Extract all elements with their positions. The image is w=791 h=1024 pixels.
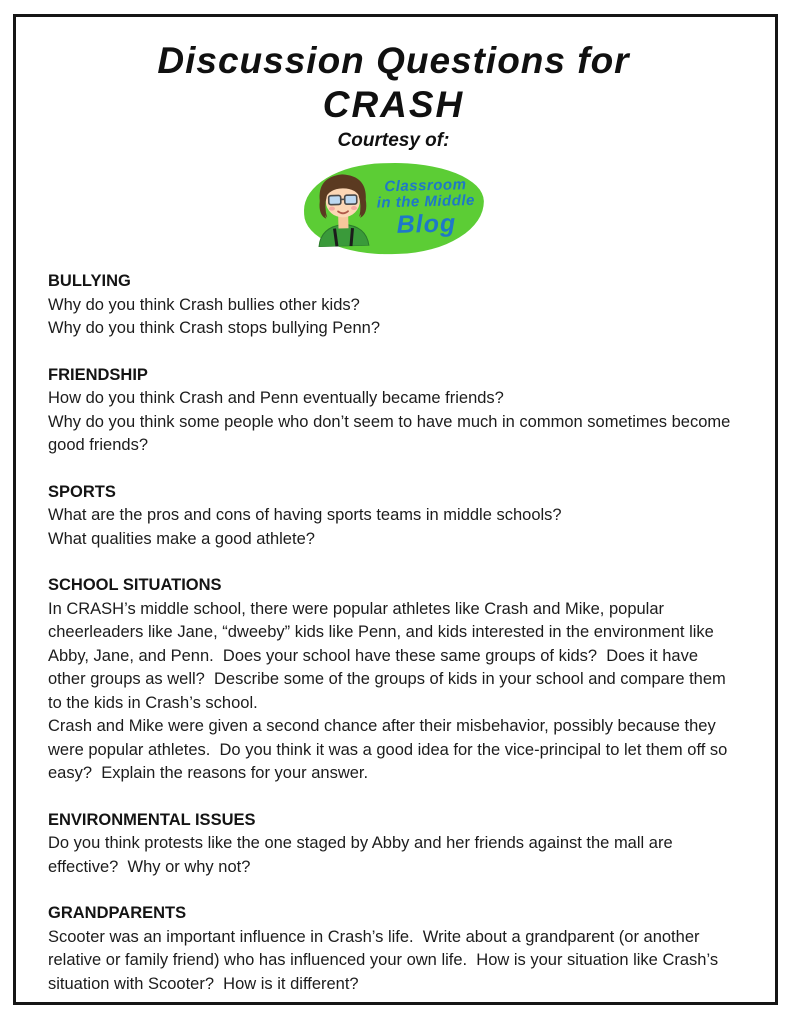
discussion-section bbox=[48, 481, 739, 552]
discussion-section bbox=[48, 902, 739, 996]
section-heading: SPORTS bbox=[48, 482, 116, 501]
discussion-section bbox=[48, 809, 739, 880]
question-paragraph: What qualities make a good athlete? bbox=[48, 529, 315, 548]
discussion-section bbox=[48, 574, 739, 786]
section-paragraphs bbox=[48, 294, 739, 341]
section-heading: FRIENDSHIP bbox=[48, 365, 148, 384]
section-heading: BULLYING bbox=[48, 272, 131, 290]
discussion-section bbox=[48, 270, 739, 341]
logo-wrap bbox=[48, 163, 739, 254]
page-content bbox=[16, 17, 775, 1016]
section-paragraphs bbox=[48, 598, 739, 786]
question-paragraph: How do you think Crash and Penn eventually became friends? bbox=[48, 389, 504, 407]
document-title-line1: Discussion Questions for bbox=[157, 40, 630, 81]
section-paragraphs bbox=[48, 387, 739, 458]
title-block bbox=[48, 39, 739, 153]
courtesy-label: Courtesy of: bbox=[337, 130, 450, 151]
document-title-line2: CRASH bbox=[322, 84, 465, 125]
section-heading: GRANDPARENTS bbox=[48, 904, 187, 922]
question-paragraph: Why do you think some people who don’t seem to have much in common sometimes become good friends? bbox=[48, 412, 735, 454]
logo-line2: in the Middle bbox=[376, 191, 475, 212]
section-paragraphs bbox=[48, 926, 739, 997]
teacher-cartoon-icon bbox=[310, 168, 374, 253]
section-heading: ENVIRONMENTAL ISSUES bbox=[48, 810, 256, 829]
logo-text bbox=[373, 177, 479, 238]
discussion-section bbox=[48, 364, 739, 458]
question-paragraph: Why do you think Crash bullies other kids? bbox=[48, 295, 360, 314]
section-paragraphs bbox=[48, 832, 739, 879]
question-paragraph: Scooter was an important influence in Crash’s life. Write about a grandparent (or another relative or family friend) who has influenced your own life. How is your situation like Crash’s situation with Scooter? How is it different? bbox=[48, 927, 723, 993]
logo-line3: Blog bbox=[395, 209, 457, 239]
section-paragraphs bbox=[48, 504, 739, 551]
question-paragraph: Why do you think Crash stops bullying Penn? bbox=[48, 319, 381, 337]
logo-line1: Classroom bbox=[383, 176, 467, 196]
question-paragraph: Crash and Mike were given a second chance after their misbehavior, possibly because they were popular athletes. Do you think it was a good idea for the vice-principal to let them off so easy? Explain the reasons for your answer. bbox=[48, 717, 732, 782]
section-heading: SCHOOL SITUATIONS bbox=[48, 576, 222, 594]
question-paragraph: What are the pros and cons of having sports teams in middle schools? bbox=[48, 506, 562, 524]
sections bbox=[48, 270, 739, 996]
classroom-in-the-middle-logo bbox=[302, 161, 484, 257]
question-paragraph: Do you think protests like the one staged by Abby and her friends against the mall are effective? Why or why not? bbox=[48, 834, 678, 876]
page-border-frame bbox=[13, 14, 778, 1005]
question-paragraph: In CRASH’s middle school, there were popular athletes like Crash and Mike, popular cheerleaders like Jane, “dweeby” kids like Penn, and kids interested in the environment like Abby, Jane, and Penn. Does your school have these same groups of kids? Does it have other groups as well? Describe some of the groups of kids in your school and compare them to the kids in Crash’s school. bbox=[48, 599, 731, 712]
